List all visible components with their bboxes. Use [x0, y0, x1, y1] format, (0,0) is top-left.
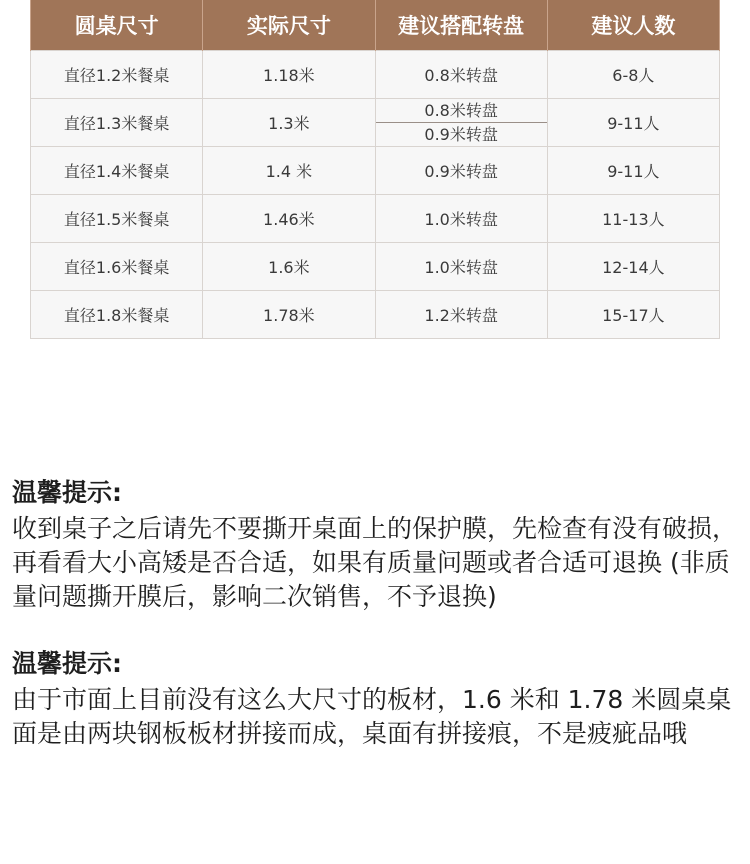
header-people: 建议人数: [547, 0, 719, 51]
cell-turntable: 1.2米转盘: [375, 291, 547, 339]
header-turntable: 建议搭配转盘: [375, 0, 547, 51]
note-heading: 温馨提示:: [12, 478, 122, 507]
cell-turntable: 0.9米转盘: [375, 147, 547, 195]
cell-turntable: 1.0米转盘: [375, 243, 547, 291]
cell-size: 直径1.3米餐桌: [31, 99, 203, 147]
turntable-option: 0.9米转盘: [376, 122, 547, 146]
cell-people: 15-17人: [547, 291, 719, 339]
table-header-row: [31, 0, 720, 51]
cell-actual: 1.6米: [203, 243, 375, 291]
size-table: [30, 0, 720, 339]
cell-size: 直径1.2米餐桌: [31, 51, 203, 99]
turntable-options: [376, 99, 547, 146]
cell-size: 直径1.6米餐桌: [31, 243, 203, 291]
note-heading: 温馨提示:: [12, 649, 122, 678]
cell-people: 9-11人: [547, 147, 719, 195]
header-actual-size: 实际尺寸: [203, 0, 375, 51]
turntable-option: 0.8米转盘: [424, 100, 498, 120]
cell-size: 直径1.5米餐桌: [31, 195, 203, 243]
cell-people: 6-8人: [547, 51, 719, 99]
note-block: [12, 645, 742, 751]
note-body: 收到桌子之后请先不要撕开桌面上的保护膜，先检查有没有破损，再看看大小高矮是否合适，如果有质量问题或者合适可退换 (非质量问题撕开膜后，影响二次销售，不予退换): [12, 514, 738, 611]
header-table-size: 圆桌尺寸: [31, 0, 203, 51]
table-row: [31, 291, 720, 339]
cell-actual: 1.18米: [203, 51, 375, 99]
cell-size: 直径1.4米餐桌: [31, 147, 203, 195]
cell-turntable: 1.0米转盘: [375, 195, 547, 243]
cell-actual: 1.46米: [203, 195, 375, 243]
cell-actual: 1.4 米: [203, 147, 375, 195]
note-block: [12, 474, 742, 614]
notes-section: [12, 474, 742, 751]
table-row: [31, 147, 720, 195]
note-body: 由于市面上目前没有这么大尺寸的板材，1.6 米和 1.78 米圆桌桌面是由两块钢板板材拼接而成，桌面有拼接痕，不是疲疵品哦: [12, 685, 732, 748]
cell-turntable: 0.8米转盘: [375, 51, 547, 99]
cell-size: 直径1.8米餐桌: [31, 291, 203, 339]
cell-people: 12-14人: [547, 243, 719, 291]
cell-people: 11-13人: [547, 195, 719, 243]
table-row: [31, 243, 720, 291]
table-row: [31, 99, 720, 147]
cell-actual: 1.3米: [203, 99, 375, 147]
cell-actual: 1.78米: [203, 291, 375, 339]
cell-turntable: [375, 99, 547, 147]
cell-people: 9-11人: [547, 99, 719, 147]
table-row: [31, 195, 720, 243]
table-row: [31, 51, 720, 99]
